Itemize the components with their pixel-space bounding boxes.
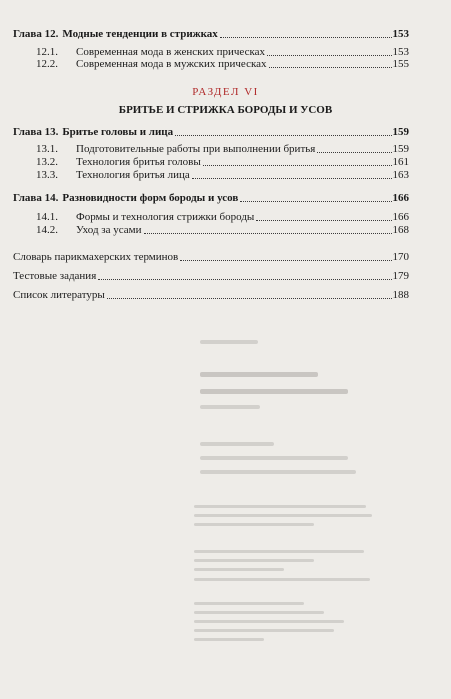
toc-item-12-2 [36,58,409,71]
chapter-number: Глава 14. [13,192,59,204]
faded-text-line [194,578,370,581]
leader-dots [107,289,392,299]
leader-dots [240,192,391,202]
faded-text-line [194,620,344,623]
faded-text-line [200,389,348,394]
faded-text-line [194,611,324,614]
faded-text-line [200,405,260,409]
faded-text-line [194,559,314,562]
toc-item-13-1 [36,143,409,156]
leader-dots [203,156,392,166]
page-number: 155 [392,58,409,70]
item-number: 14.2. [36,224,58,236]
chapter-number: Глава 13. [13,126,59,138]
chapter-number: Глава 12. [13,28,59,40]
chapter-title: Модные тенденции в стрижках [62,28,218,40]
page-number: 161 [392,156,409,168]
page-number: 168 [392,224,409,236]
item-number: 14.1. [36,211,58,223]
leader-dots [144,224,392,234]
item-number: 12.1. [36,46,58,58]
toc-chapter-14 [13,192,409,205]
faded-text-line [200,456,348,460]
faded-text-line [194,629,334,632]
faded-text-line [200,442,274,446]
item-title: Технология бритья лица [76,169,190,181]
leader-dots [317,143,391,153]
chapter-title: Разновидности форм бороды и усов [62,192,239,204]
toc-item-13-3 [36,169,409,182]
faded-text-line [194,602,304,605]
chapter-title: Бритье головы и лица [62,126,174,138]
faded-text-line [194,550,364,553]
leader-dots [175,126,391,136]
page-number: 153 [392,46,409,58]
toc-chapter-13 [13,126,409,139]
faded-text-line [200,470,356,474]
faded-text-line [194,505,366,508]
toc-glossary [13,251,409,264]
faded-text-line [194,514,372,517]
section-subtitle: БРИТЬЕ И СТРИЖКА БОРОДЫ И УСОВ [118,104,333,116]
toc-item-13-2 [36,156,409,169]
leader-dots [192,169,392,179]
page-number: 179 [392,270,409,282]
page-number: 188 [392,289,409,301]
section-title: РАЗДЕЛ VI [192,86,259,98]
faded-text-line [194,568,284,571]
toc-item-14-1 [36,211,409,224]
item-number: 13.3. [36,169,58,181]
leader-dots [256,211,391,221]
leader-dots [220,28,392,38]
item-title: Технология бритья головы [76,156,201,168]
item-title: Современная мода в женских прическах [76,46,266,58]
page-number: 163 [392,169,409,181]
page-number: 166 [392,211,409,223]
page-number: 159 [392,143,409,155]
item-number: 13.1. [36,143,58,155]
leader-dots [180,251,391,261]
toc-chapter-12 [13,28,409,41]
leader-dots [269,58,392,68]
entry-title: Список литературы [13,289,105,301]
item-title: Формы и технология стрижки бороды [76,211,255,223]
toc-item-14-2 [36,224,409,237]
faded-text-line [194,638,264,641]
faded-text-line [194,523,314,526]
item-number: 13.2. [36,156,58,168]
item-title: Уход за усами [76,224,142,236]
page-number: 170 [392,251,409,263]
leader-dots [267,46,391,56]
entry-title: Тестовые задания [13,270,97,282]
faded-text-line [200,340,258,344]
item-title: Подготовительные работы при выполнении бритья [76,143,316,155]
page-number: 159 [392,126,409,138]
faded-text-line [200,372,318,377]
item-title: Современная мода в мужских прическах [76,58,267,70]
toc-literature [13,289,409,302]
leader-dots [98,270,391,280]
page-number: 153 [392,28,409,40]
toc-tests [13,270,409,283]
item-number: 12.2. [36,58,58,70]
page-number: 166 [392,192,409,204]
entry-title: Словарь парикмахерских терминов [13,251,179,263]
